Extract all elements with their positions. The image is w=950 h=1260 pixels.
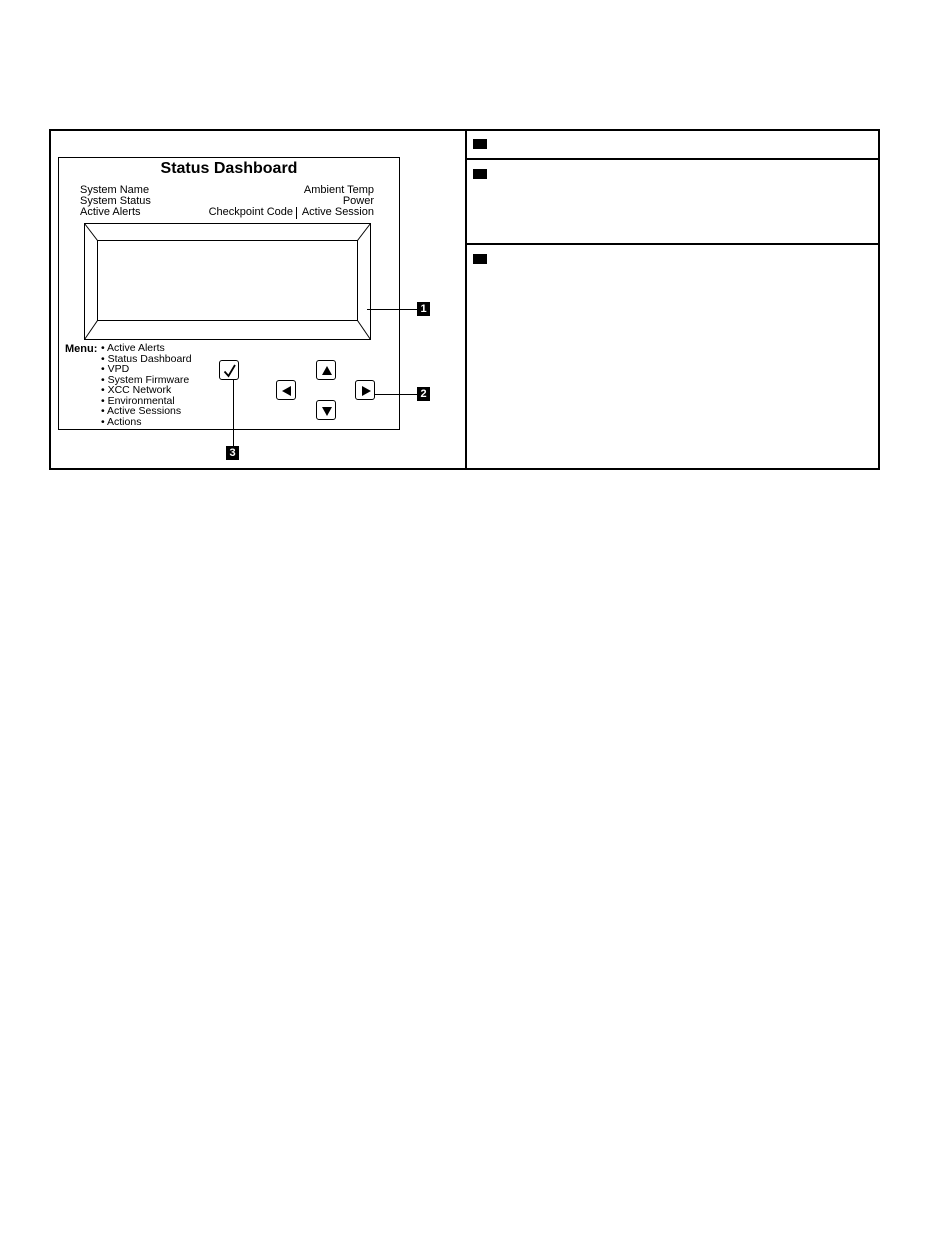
menu-item-actions: • Actions: [101, 417, 192, 428]
row-divider-2: [466, 243, 880, 245]
callout-1-leader: [367, 309, 417, 310]
column-divider: [465, 129, 467, 470]
menu-item-active-sessions: • Active Sessions: [101, 406, 192, 417]
legend-marker-3: [473, 254, 487, 264]
menu-list: [101, 343, 192, 427]
arrow-right-icon: [356, 381, 376, 401]
right-button[interactable]: [355, 380, 375, 400]
field-active-alerts: Active Alerts: [80, 206, 141, 218]
menu-item-vpd: • VPD: [101, 364, 192, 375]
field-separator: [296, 207, 297, 219]
callout-2: 2: [417, 387, 430, 401]
arrow-left-icon: [277, 381, 297, 401]
arrow-up-icon: [317, 361, 337, 381]
menu-heading: Menu:: [65, 343, 98, 355]
menu-item-system-firmware: • System Firmware: [101, 375, 192, 386]
legend-marker-2: [473, 169, 487, 179]
callout-3-leader: [233, 380, 234, 446]
arrow-down-icon: [317, 401, 337, 421]
callout-1: 1: [417, 302, 430, 316]
menu-item-active-alerts: • Active Alerts: [101, 343, 192, 354]
field-ambient-temp: Ambient Temp: [303, 184, 374, 196]
callout-2-leader: [375, 394, 417, 395]
field-active-session: Active Session: [301, 206, 374, 218]
legend-marker-1: [473, 139, 487, 149]
callout-3: 3: [226, 446, 239, 460]
up-button[interactable]: [316, 360, 336, 380]
menu-item-status-dashboard: • Status Dashboard: [101, 354, 192, 365]
down-button[interactable]: [316, 400, 336, 420]
menu-item-environmental: • Environmental: [101, 396, 192, 407]
lcd-screen: [84, 223, 372, 341]
field-system-status: System Status: [80, 195, 151, 207]
field-power: Power: [342, 195, 374, 207]
field-checkpoint-code: Checkpoint Code: [208, 206, 293, 218]
menu-item-xcc-network: • XCC Network: [101, 385, 192, 396]
select-button[interactable]: [219, 360, 239, 380]
check-icon: [220, 361, 240, 381]
panel-title: Status Dashboard: [160, 160, 298, 177]
row-divider-1: [466, 158, 880, 160]
field-system-name: System Name: [80, 184, 150, 196]
left-button[interactable]: [276, 380, 296, 400]
